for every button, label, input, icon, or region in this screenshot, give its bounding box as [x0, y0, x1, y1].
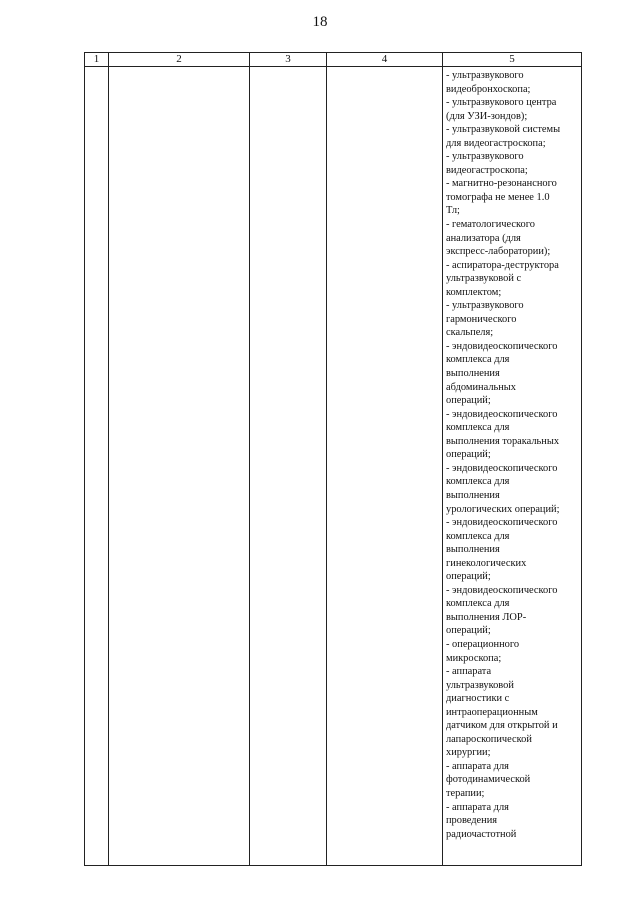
equipment-list-line: видеобронхоскопа; — [446, 83, 531, 95]
equipment-list-line: анализатора (для — [446, 232, 521, 244]
equipment-list-line: микроскопа; — [446, 652, 502, 664]
equipment-list-line: - эндовидеоскопического — [446, 517, 558, 529]
equipment-list-line: фотодинамической — [446, 774, 531, 786]
equipment-list-line: для видеогастроскопа; — [446, 137, 546, 149]
column-header-5: 5 — [443, 53, 582, 67]
equipment-list-line: выполнения — [446, 489, 500, 501]
equipment-list-line: - ультразвуковой системы — [446, 124, 561, 136]
equipment-list-line: - эндовидеоскопического — [446, 340, 558, 352]
cell-col-4 — [327, 67, 443, 866]
column-header-3: 3 — [250, 53, 327, 67]
equipment-list-line: операций; — [446, 449, 491, 461]
equipment-list-line: гинекологических — [446, 557, 527, 569]
equipment-list-line: - операционного — [446, 638, 520, 650]
equipment-list-line: операций; — [446, 571, 491, 583]
column-header-1: 1 — [85, 53, 109, 67]
equipment-list-line: - магнитно-резонансного — [446, 178, 557, 190]
equipment-list-line: комплекса для — [446, 422, 510, 434]
equipment-list-line: - аппарата для — [446, 760, 509, 772]
column-header-4: 4 — [327, 53, 443, 67]
equipment-list-line: ультразвуковой с — [446, 273, 522, 285]
equipment-list — [443, 67, 581, 841]
equipment-list-line: выполнения — [446, 368, 500, 380]
cell-col-3 — [250, 67, 327, 866]
equipment-list-line: абдоминальных — [446, 381, 516, 393]
equipment-list-line: проведения — [446, 815, 498, 827]
equipment-list-line: скальпеля; — [446, 327, 494, 339]
equipment-list-line: экспресс-лаборатории); — [446, 246, 551, 258]
table-row — [85, 67, 582, 866]
equipment-list-line: - аспиратора-деструктора — [446, 259, 559, 271]
equipment-list-line: интраоперационным — [446, 706, 538, 718]
table-header-row — [85, 53, 582, 67]
equipment-list-line: видеогастроскопа; — [446, 164, 528, 176]
equipment-list-line: комплекса для — [446, 354, 510, 366]
equipment-list-line: - ультразвукового — [446, 300, 524, 312]
equipment-list-line: комплекса для — [446, 598, 510, 610]
equipment-list-line: терапии; — [446, 787, 485, 799]
equipment-list-line: диагностики с — [446, 693, 510, 705]
page-number: 18 — [312, 14, 328, 30]
equipment-list-line: - ультразвукового — [446, 151, 524, 163]
equipment-list-line: Тл; — [446, 205, 460, 217]
equipment-list-line: хирургии; — [446, 747, 491, 759]
equipment-list-line: комплектом; — [446, 286, 502, 298]
equipment-list-line: (для УЗИ-зондов); — [446, 110, 528, 122]
equipment-list-line: - аппарата — [446, 666, 492, 678]
equipment-list-line: - эндовидеоскопического — [446, 584, 558, 596]
cell-col-2 — [109, 67, 250, 866]
equipment-list-line: - эндовидеоскопического — [446, 462, 558, 474]
equipment-list-line: - ультразвукового — [446, 70, 524, 81]
document-table — [84, 52, 582, 866]
equipment-list-line: выполнения — [446, 544, 500, 556]
equipment-list-line: томографа не менее 1.0 — [446, 191, 550, 203]
equipment-list-line: урологических операций; — [446, 503, 560, 515]
equipment-list-line: выполнения торакальных — [446, 435, 560, 447]
equipment-list-line: ультразвуковой — [446, 679, 514, 691]
equipment-list-line: датчиком для открытой и — [446, 720, 558, 732]
equipment-list-line: комплекса для — [446, 530, 510, 542]
cell-col-1 — [85, 67, 109, 866]
cell-col-5 — [443, 67, 582, 866]
column-header-2: 2 — [109, 53, 250, 67]
equipment-list-line: гармонического — [446, 313, 517, 325]
equipment-list-line: операций; — [446, 395, 491, 407]
equipment-list-line: - ультразвукового центра — [446, 97, 557, 109]
equipment-list-line: операций; — [446, 625, 491, 637]
equipment-list-line: радиочастотной — [446, 828, 517, 840]
equipment-list-line: - аппарата для — [446, 801, 509, 813]
equipment-list-line: комплекса для — [446, 476, 510, 488]
equipment-list-line: - эндовидеоскопического — [446, 408, 558, 420]
equipment-list-line: выполнения ЛОР- — [446, 611, 527, 623]
equipment-list-line: - гематологического — [446, 219, 535, 231]
equipment-list-line: лапароскопической — [446, 733, 532, 745]
